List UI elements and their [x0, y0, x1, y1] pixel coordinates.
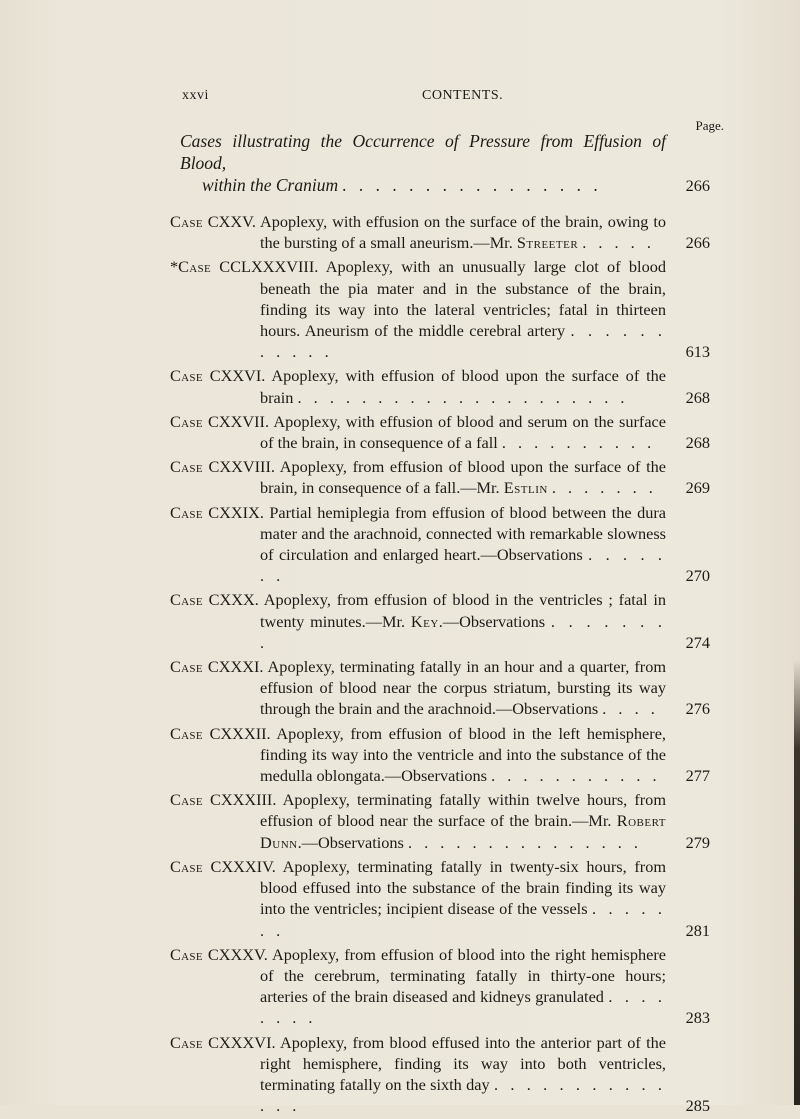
case-text: [170, 211, 667, 253]
case-description: Apoplexy, with effusion on the surface of the brain, owing to the bursting of a small aneurism.—Mr.: [259, 212, 667, 253]
case-description: Apoplexy, from effusion of blood in the left hemisphere, finding its way into the ventricle and into the substance of the medulla oblongata.—Observations: [260, 723, 667, 786]
case-entry: [170, 944, 710, 1029]
case-label: Case: [170, 856, 203, 876]
leader-dots: . . . .: [602, 699, 659, 719]
leader-dots: . . . . . . . . . . . . . .: [260, 1074, 666, 1116]
leader-dots: . . . . .: [582, 233, 655, 253]
case-description: Apoplexy, from effusion of blood in the ventricles ; fatal in twenty minutes.—Mr.: [260, 590, 667, 631]
case-entry: [170, 723, 710, 787]
case-description: Apoplexy, terminating fatally within twelve hours, from effusion of blood near the surface of the brain.—Mr.: [260, 790, 666, 831]
case-entry: [170, 365, 710, 407]
case-page: 266: [685, 233, 710, 253]
case-label: Case: [170, 723, 203, 743]
case-description: Apoplexy, from blood effused into the anterior part of the right hemisphere, finding its way into both ventricles, terminating fatally on the sixth day: [260, 1032, 667, 1094]
case-numeral: CXXXI.: [207, 657, 264, 677]
case-label: Case: [170, 1032, 203, 1052]
case-page: 613: [685, 342, 710, 362]
leader-dots: . . . . . . . . . . . . . . .: [407, 832, 642, 852]
case-entry: [170, 856, 710, 941]
case-text: [170, 1032, 667, 1117]
case-text: [170, 789, 666, 853]
case-text: [170, 411, 667, 453]
case-description: Apoplexy, with effusion of blood upon the surface of the brain: [260, 366, 667, 407]
section-page: 266: [685, 175, 710, 195]
case-label: Case: [170, 590, 203, 610]
case-description: Partial hemiplegia from effusion of blood between the dura mater and the arachnoid, connected with remarkable slowness of circulation and enlarged heart.—Observations: [260, 502, 666, 565]
case-label: Case: [170, 411, 203, 431]
case-numeral: CXXV.: [207, 212, 256, 231]
case-description: Apoplexy, with an unusually large clot of blood beneath the pia mater and in the substance of the brain, finding its way into the lateral ventricles; fatal in thirteen hours. Aneurism of the middle cerebral artery: [260, 257, 666, 341]
case-entry: [170, 656, 710, 720]
leader-dots: . . . . . . .: [260, 545, 666, 586]
case-label: Case: [170, 657, 203, 677]
case-label: Case: [170, 457, 203, 477]
case-page: 268: [685, 433, 710, 453]
leader-dots: . . . . . . . .: [260, 611, 666, 652]
case-page: 276: [685, 699, 710, 719]
case-page: 279: [685, 832, 710, 852]
case-text: [170, 365, 667, 407]
case-numeral: CXXXIV.: [210, 856, 276, 876]
running-title: CONTENTS.: [422, 88, 504, 103]
leader-dots: . . . . . . . . . . .: [491, 766, 661, 786]
leader-dots: . . . . . . .: [260, 899, 666, 940]
case-entry: [170, 589, 710, 653]
case-description: Apoplexy, with effusion of blood and serum on the surface of the brain, in consequence of a fall: [260, 411, 667, 453]
case-tail: .—Observations: [297, 832, 404, 852]
case-text: [170, 502, 666, 587]
case-text: [170, 456, 666, 498]
case-label: Case: [170, 790, 203, 810]
page-edge-shadow: [794, 660, 800, 1105]
case-label: Case: [170, 944, 203, 964]
leader-dots: . . . . . . . . . .: [501, 433, 656, 453]
leader-dots: . . . . . . .: [551, 478, 657, 498]
case-text: [170, 256, 667, 362]
case-label: Case: [170, 212, 203, 231]
case-page: 283: [685, 1008, 710, 1028]
case-numeral: CXXXII.: [209, 723, 271, 743]
case-entry: [170, 456, 710, 498]
case-numeral: CXXVII.: [208, 411, 270, 431]
case-page: 269: [685, 478, 710, 498]
case-entry: [170, 211, 710, 253]
case-tail: .—Observations: [438, 611, 546, 631]
page-header: [182, 88, 732, 110]
case-page: 274: [685, 632, 710, 652]
case-description: Apoplexy, terminating fatally in an hour and a quarter, from effusion of blood near the corpus striatum, bursting its way through the brain and the arachnoid.—Observations: [260, 657, 667, 719]
case-numeral: CXXXV.: [207, 944, 268, 964]
page-column-label: Page.: [695, 118, 724, 133]
case-entry: [170, 411, 710, 453]
leader-dots: . . . . . . . . . . .: [260, 321, 667, 362]
asterisk: *: [170, 257, 179, 277]
section-heading: [180, 130, 710, 196]
case-label: Case: [170, 366, 203, 386]
case-numeral: CXXXVI.: [208, 1032, 276, 1052]
author-name: Streeter: [516, 233, 579, 253]
case-entry: [170, 502, 710, 587]
case-text: [170, 656, 667, 720]
case-description: Apoplexy, from effusion of blood upon the surface of the brain, in consequence of a fall.—Mr.: [260, 457, 666, 498]
author-name: Robert Dunn: [260, 811, 666, 852]
case-numeral: CXXIX.: [208, 502, 264, 522]
case-numeral: CXXVIII.: [208, 457, 275, 477]
section-title-line2: within the Cranium: [202, 175, 339, 195]
case-entry: [170, 1032, 710, 1117]
case-text: [170, 856, 666, 941]
section-title: [180, 130, 666, 196]
case-text: [170, 723, 667, 787]
case-label: Case: [170, 502, 203, 522]
case-numeral: CCLXXXVIII.: [219, 257, 319, 277]
case-description: Apoplexy, from effusion of blood into the right hemisphere of the cerebrum, terminating fatally in thirty-one hours; arteries of the brain diseased and kidneys granulated: [260, 944, 667, 1007]
case-text: [170, 589, 667, 653]
case-page: 270: [685, 566, 710, 586]
author-name: Estlin: [503, 478, 548, 498]
leader-dots: . . . . . . . .: [260, 987, 666, 1028]
leader-dots: . . . . . . . . . . . . . . . .: [342, 175, 603, 195]
case-page: 285: [685, 1096, 710, 1116]
case-entry: [170, 256, 710, 362]
case-description: Apoplexy, terminating fatally in twenty-six hours, from blood effused into the substance of the brain finding its way into the ventricles; incipient disease of the vessels: [260, 856, 666, 919]
case-entries: [170, 211, 710, 1116]
case-label: Case: [178, 257, 211, 277]
case-entry: [170, 789, 710, 853]
author-name: Key: [410, 611, 439, 631]
contents-list: [170, 130, 710, 1119]
case-page: 268: [685, 387, 710, 407]
section-title-line1: Cases illustrating the Occurrence of Pressure from Effusion of Blood,: [180, 131, 666, 173]
case-numeral: CXXX.: [208, 590, 259, 610]
case-text: [170, 944, 667, 1029]
case-page: 277: [685, 766, 710, 786]
case-numeral: CXXXIII.: [209, 790, 277, 810]
page-number: xxvi: [182, 88, 209, 103]
case-numeral: CXXVI.: [209, 366, 266, 386]
case-page: 281: [685, 920, 710, 940]
leader-dots: . . . . . . . . . . . . . . . . . . . . .: [297, 387, 629, 407]
